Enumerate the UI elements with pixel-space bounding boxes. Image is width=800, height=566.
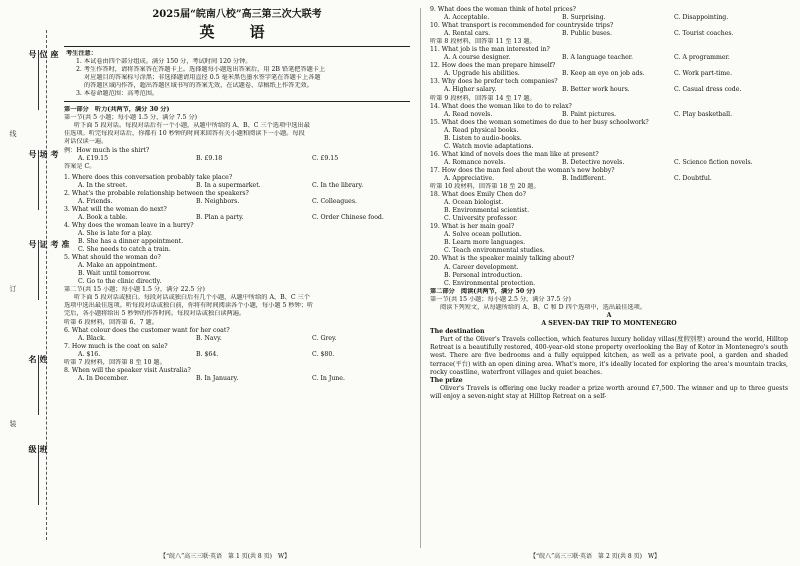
option-row	[430, 111, 788, 119]
text-line: 7. How much is the coat on sale?	[64, 342, 168, 350]
answer-option: A. $16.	[78, 350, 101, 358]
text-line: B. Learn more languages.	[444, 239, 526, 247]
text-line: 13. Why does he prefer tech companies?	[430, 78, 558, 86]
text-line: 5. What should the woman do?	[64, 254, 161, 262]
answer-option: A. Appreciative.	[444, 174, 495, 182]
answer-option: B. Better work hours.	[562, 86, 630, 94]
text-line: 听第 9 段材料，回答第 14 至 17 题。	[430, 94, 536, 102]
binding-dashed-line	[46, 30, 47, 540]
text-line: 阅读下列短文，从每题所给的 A、B、C 和 D 四个选项中，选出最佳选项。	[440, 303, 647, 311]
answer-option: A. Friends.	[78, 197, 113, 205]
text-line: A. Make an appointment.	[78, 262, 158, 270]
text-line: 佳选项。听完每段对话后，你都有 10 秒钟的时间来回答有关小题和阅读下一小题。每段	[64, 130, 305, 138]
text-line: 20. What is the speaker mainly talking about?	[430, 255, 575, 263]
notice-item: 3. 本卷命题范围：高考范围。	[76, 90, 159, 98]
binding-mark: 装	[9, 420, 17, 427]
exam-subject: 英 语	[199, 23, 275, 41]
answer-option: B. Surprising.	[562, 14, 606, 22]
answer-option: C. Disappointing.	[674, 14, 729, 22]
answer-option: B. Public buses.	[562, 30, 612, 38]
answer-option: C. Grey.	[312, 334, 337, 342]
answer-option: C. Play basketball.	[674, 110, 733, 118]
text-line: 第一节(共 15 小题；每小题 2.5 分，满分 37.5 分)	[430, 295, 571, 303]
text-line: 14. What does the woman like to do to relax?	[430, 102, 572, 110]
answer-option: A. In December.	[78, 374, 129, 382]
answer-option: A. In the street.	[78, 181, 128, 189]
answer-option: B. A language teacher.	[562, 54, 633, 62]
answer-option: C. Casual dress code.	[674, 86, 742, 94]
answer-option: B. Indifferent.	[562, 174, 606, 182]
right-column	[430, 6, 788, 401]
text-line: C. Teach environmental studies.	[444, 247, 545, 255]
answer-option: A. £19.15	[78, 154, 109, 162]
answer-option: B. In January.	[196, 374, 239, 382]
right-column-body	[430, 6, 788, 401]
passage-heading: A SEVEN-DAY TRIP TO MONTENEGRO	[541, 319, 677, 327]
binding-strip: 班级 姓名 准考证号 考场号 座位号 线 订 装	[0, 0, 56, 566]
text-line: 6. What colour does the customer want for her coat?	[64, 326, 230, 334]
text-line: A. Solve ocean pollution.	[444, 231, 522, 239]
column-divider	[420, 8, 421, 548]
text-line: 听第 8 段材料，回答第 11 至 13 题。	[430, 38, 536, 46]
text-line: 15. What does the woman sometimes do due to her busy schoolwork?	[430, 118, 649, 126]
text-line: 选项中选出最佳选项。听每段对话或独白前，你将有时间阅读各个小题，每小题 5 秒钟；听	[64, 302, 314, 310]
notice-item: 2. 考生作答时，请将答案答在答题卡上。选择题每小题选出答案后，用 2B 铅笔把答题卡上	[76, 66, 326, 74]
answer-option: A. Higher salary.	[444, 86, 497, 94]
answer-option: C. Science fiction novels.	[674, 158, 753, 166]
option-row	[64, 182, 410, 190]
notice-item: 对应题目的答案标号涂黑；非选择题请用直径 0.5 毫米黑色墨水签字笔在答题卡上各题	[84, 74, 321, 82]
option-row	[64, 335, 410, 343]
text-line: B. Environmental scientist.	[444, 207, 530, 215]
answer-option: B. Navy.	[196, 334, 222, 342]
text-line: C. University professor.	[444, 215, 518, 223]
option-row	[64, 198, 410, 206]
answer-option: B. Detective novels.	[562, 158, 625, 166]
text-line: C. Environmental protection.	[444, 279, 536, 287]
option-row	[430, 14, 788, 22]
answer-option: A. Upgrade his abilities.	[444, 70, 520, 78]
answer-option: C. Tourist coaches.	[674, 30, 734, 38]
text-line: B. Personal introduction.	[444, 271, 523, 279]
notice-item: 的答题区域内作答，超出答题区域书写的答案无效，在试题卷、草稿纸上作答无效。	[84, 82, 313, 90]
text-line: 1. Where does this conversation probably take place?	[64, 173, 233, 181]
text-line: 对话仅读一遍。	[64, 138, 108, 146]
text-line: 完后，各小题将给出 5 秒钟的作答时间。每段对话或独白读两遍。	[64, 310, 246, 318]
notice-item: 1. 本试卷由四个部分组成。满分 150 分，考试时间 120 分钟。	[76, 58, 252, 66]
answer-option: C. A programmer.	[674, 54, 730, 62]
text-line: 4. Why does the woman leave in a hurry?	[64, 221, 194, 229]
exam-title: 2025届“皖南八校”高三第三次大联考	[152, 9, 322, 20]
text-line: 12. How does the man prepare himself?	[430, 62, 556, 70]
answer-option: C. Work part-time.	[674, 70, 732, 78]
text-line: 第一节(共 5 小题；每小题 1.5 分，满分 7.5 分)	[64, 114, 198, 122]
text-line: 听下面 5 段对话。每段对话后有一个小题，从题中所给的 A、B、C 三个选项中选出最	[74, 122, 310, 130]
footer-left: 【“皖八”高三三联·英语 第 1 页(共 8 页) W】	[160, 553, 291, 560]
answer-option: A. Read novels.	[444, 110, 493, 118]
section-heading: 第二部分 阅读(共两节，满分 50 分)	[430, 287, 536, 295]
option-row	[64, 155, 410, 163]
section-heading: The prize	[430, 376, 463, 384]
footer-right: 【“皖八”高三三联·英语 第 2 页(共 8 页) W】	[530, 553, 661, 560]
option-row	[64, 351, 410, 359]
answer-option: C. In the library.	[312, 181, 364, 189]
text-line: 第二节(共 15 小题；每小题 1.5 分，满分 22.5 分)	[64, 286, 205, 294]
text-line: A. Career development.	[444, 263, 519, 271]
text-line: A. She is late for a play.	[78, 229, 153, 237]
text-line: B. She has a dinner appointment.	[78, 238, 184, 246]
text-line: A. Read physical books.	[444, 126, 519, 134]
option-row	[430, 159, 788, 167]
answer-option: B. In a supermarket.	[196, 181, 261, 189]
answer-option: B. Neighbors.	[196, 197, 240, 205]
option-row	[430, 30, 788, 38]
option-row	[64, 375, 410, 383]
text-line: 答案是 C。	[64, 162, 96, 170]
answer-option: A. Book a table.	[78, 213, 128, 221]
passage-paragraph: Part of the Oliver's Travels collection, which features luxury holiday villas(度假别墅) around the world, Hilltop Retreat is a beautifully restored, 400-year-old stone property overlooking the Bay of Kotor in Montenegro's south west. There are five bedrooms and a fully equipped kitchen, as well as a private pool, a garden and shaded terrace(平台) with an open dining area. What's more, it's ideally located for exploring the area's mountain tracks, rocky coastline, waterfront villages and quiet beaches.	[430, 335, 788, 376]
text-line: 11. What job is the man interested in?	[430, 46, 550, 54]
text-line: B. Listen to audio-books.	[444, 134, 522, 142]
text-line: 9. What does the woman think of hotel prices?	[430, 6, 576, 13]
notice-box	[64, 46, 410, 102]
text-line: C. She needs to catch a train.	[78, 246, 171, 254]
binding-mark: 订	[9, 285, 17, 292]
answer-option: B. Keep an eye on job ads.	[562, 70, 645, 78]
text-line: 19. What is her main goal?	[430, 223, 515, 231]
text-line: 2. What's the probable relationship between the speakers?	[64, 189, 249, 197]
text-line: 听第 7 段材料，回答第 8 至 10 题。	[64, 358, 166, 366]
text-line: 听第 6 段材料，回答第 6、7 题。	[64, 318, 158, 326]
text-line: 听第 10 段材料，回答第 18 至 20 题。	[430, 183, 540, 191]
answer-option: A. Acceptable.	[444, 14, 490, 22]
option-row	[430, 86, 788, 94]
answer-option: C. $80.	[312, 350, 335, 358]
text-line: 16. What kind of novels does the man like at present?	[430, 150, 599, 158]
answer-option: C. In June.	[312, 374, 345, 382]
answer-option: C. Colleagues.	[312, 197, 357, 205]
notice-heading: 考生注意：	[66, 50, 97, 57]
answer-option: A. A course designer.	[444, 54, 511, 62]
answer-option: B. £9.18	[196, 154, 223, 162]
section-heading: 第一部分 听力(共两节，满分 30 分)	[64, 106, 170, 114]
answer-option: B. Plan a party.	[196, 213, 244, 221]
left-column-body	[64, 106, 410, 383]
text-line: C. Watch movie adaptations.	[444, 142, 534, 150]
binding-mark: 线	[9, 130, 17, 137]
text-line: 3. What will the woman do next?	[64, 205, 167, 213]
text-line: 10. What transport is recommended for countryside trips?	[430, 22, 614, 30]
option-row	[64, 214, 410, 222]
text-line: A. Ocean biologist.	[444, 199, 504, 207]
section-heading: The destination	[430, 327, 485, 335]
text-line: 听下面 5 段对话或独白。每段对话或独白后有几个小题，从题中所给的 A、B、C 三个	[74, 294, 310, 302]
text-line: 18. What does Emily Chen do?	[430, 191, 526, 199]
answer-option: C. £9.15	[312, 154, 339, 162]
passage-heading: A	[606, 311, 612, 319]
answer-option: A. Rental cars.	[444, 30, 491, 38]
left-column	[64, 6, 410, 383]
answer-option: C. Doubtful.	[674, 174, 712, 182]
answer-option: B. $64.	[196, 350, 219, 358]
option-row	[430, 70, 788, 78]
text-line: 例：How much is the shirt?	[64, 146, 150, 154]
answer-option: C. Order Chinese food.	[312, 213, 384, 221]
option-row	[430, 175, 788, 183]
answer-option: B. Paint pictures.	[562, 110, 617, 118]
text-line: C. Go to the clinic directly.	[78, 278, 162, 286]
text-line: B. Wait until tomorrow.	[78, 270, 151, 278]
text-line: 8. When will the speaker visit Australia?	[64, 366, 191, 374]
answer-option: A. Black.	[78, 334, 106, 342]
answer-option: A. Romance novels.	[444, 158, 506, 166]
text-line: 17. How does the man feel about the woman's new hobby?	[430, 166, 615, 174]
passage-paragraph: Oliver's Travels is offering one lucky reader a prize worth around £7,500. The winner and up to three guests will enjoy a seven-night stay at Hilltop Retreat on a self-	[430, 384, 788, 401]
option-row	[430, 54, 788, 62]
